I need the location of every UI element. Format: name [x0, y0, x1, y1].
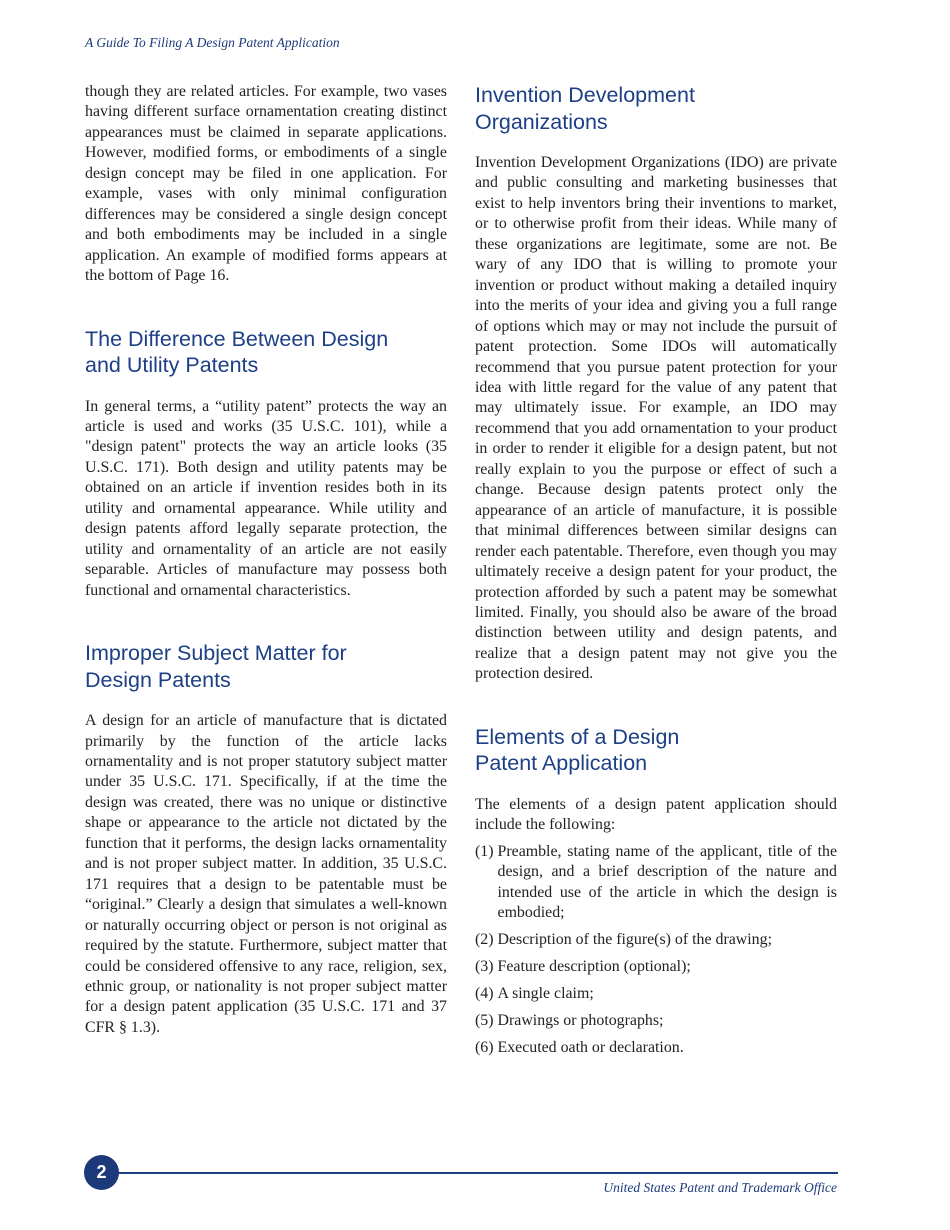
elements-intro: The elements of a design patent application should include the following:	[475, 795, 837, 834]
improper-paragraph: A design for an article of manufacture that is dictated primarily by the function of the article lacks ornamentality and is not proper statutory subject matter under 35 U.S.C. 171. Specifically, if at the time the design was created, there was no unique or distinctive shape or appearance to the article not dictated by the function that it performs, the design lacks ornamentality and is not proper subject matter. In addition, 35 U.S.C. 171 requires that a design to be patentable must be “original.” Clearly a design that simulates a well-known or naturally occurring object or person is not original as required by the statute. Furthermore, subject matter that could be considered offensive to any race, religion, sex, ethnic group, or nationality is not proper subject matter for a design patent application (35 U.S.C. 171 and 37 CFR § 1.3).	[85, 712, 447, 1036]
elements-section-heading	[475, 724, 837, 777]
list-item-number: (6)	[475, 1039, 498, 1057]
list-item-number: (1)	[475, 842, 498, 860]
list-item-text: Description of the figure(s) of the drawing;	[497, 931, 772, 949]
ido-paragraph: Invention Development Organizations (IDO) are private and public consulting and marketing businesses that exist to help inventors bring their inventions to market, or to otherwise profit from their ideas. While many of these organizations are legitimate, some are not. Be wary of any IDO that is willing to promote your invention or product without making a detailed inquiry into the merits of your idea and giving you a full range of options which may or may not include the pursuit of patent protection. Some IDOs will automatically recommend that you pursue patent protection for your idea with little regard for the value of any patent that may ultimately issue. For example, an IDO may recommend that you add ornamentation to your product in order to render it eligible for a design patent, but not really explain to you the purpose or effect of such a change. Because design patents protect only the appearance of an article of manufacture, it is possible that minimal differences between similar designs can render each patentable. Therefore, even though you may ultimately receive a design patent for your product, the protection afforded by such a patent may be somewhat limited. Finally, you should also be aware of the broad distinction between utility and design patents, and realize that a design patent may not give you the protection desired.	[475, 154, 837, 683]
page-number-badge: 2	[84, 1155, 119, 1190]
list-item-number: (4)	[475, 985, 498, 1003]
list-item-number: (2)	[475, 931, 498, 949]
list-item	[475, 842, 837, 924]
list-item	[475, 984, 837, 1004]
improper-heading-line1: Improper Subject Matter for	[85, 641, 347, 666]
intro-paragraph: though they are related articles. For example, two vases having different surface ornamentation creating distinct appearances must be claimed in separate applications. However, modified forms, or embodiments of a single design concept may be filed in one application. For example, vases with only minimal configuration differences may be considered a single design concept and both embodiments may be included in a single application. An example of modified forms appears at the bottom of Page 16.	[85, 83, 447, 285]
footer-rule	[100, 1172, 838, 1174]
ido-section-heading	[475, 82, 837, 135]
difference-heading-line1: The Difference Between Design	[85, 326, 389, 351]
difference-heading-line2: and Utility Patents	[85, 353, 259, 378]
list-item	[475, 957, 837, 977]
list-item-text: Executed oath or declaration.	[497, 1039, 684, 1057]
left-column	[85, 82, 447, 1038]
list-item	[475, 1038, 837, 1058]
ido-heading-line1: Invention Development	[475, 83, 695, 107]
list-item-text: Drawings or photographs;	[497, 1012, 664, 1030]
list-item-text: Preamble, stating name of the applicant, title of the design, and a brief description of the nature and intended use of the article in which the design is embodied;	[497, 842, 837, 922]
difference-section-heading	[85, 326, 447, 379]
list-item	[475, 930, 837, 950]
ido-heading-line2: Organizations	[475, 109, 608, 134]
improper-section-heading	[85, 640, 447, 693]
running-header: A Guide To Filing A Design Patent Application	[85, 35, 340, 50]
list-item	[475, 1011, 837, 1031]
list-item-number: (3)	[475, 958, 498, 976]
list-item-number: (5)	[475, 1012, 498, 1030]
list-item-text: Feature description (optional);	[497, 958, 691, 976]
elements-heading-line1: Elements of a Design	[475, 724, 680, 749]
right-column	[475, 82, 837, 1065]
list-item-text: A single claim;	[497, 985, 594, 1003]
elements-heading-line2: Patent Application	[475, 751, 648, 776]
improper-heading-line2: Design Patents	[85, 667, 231, 692]
footer-office-name: United States Patent and Trademark Office	[603, 1180, 837, 1195]
elements-list	[475, 842, 837, 1059]
difference-paragraph: In general terms, a “utility patent” protects the way an article is used and works (35 U.S.C. 101), while a "design patent" protects the way an article looks (35 U.S.C. 171). Both design and utility patents may be obtained on an article if invention resides both in its utility and ornamental appearance. While utility and design patents afford legally separate protection, the utility and ornamentality of an article are not easily separable. Articles of manufacture may possess both functional and ornamental characteristics.	[85, 397, 447, 599]
